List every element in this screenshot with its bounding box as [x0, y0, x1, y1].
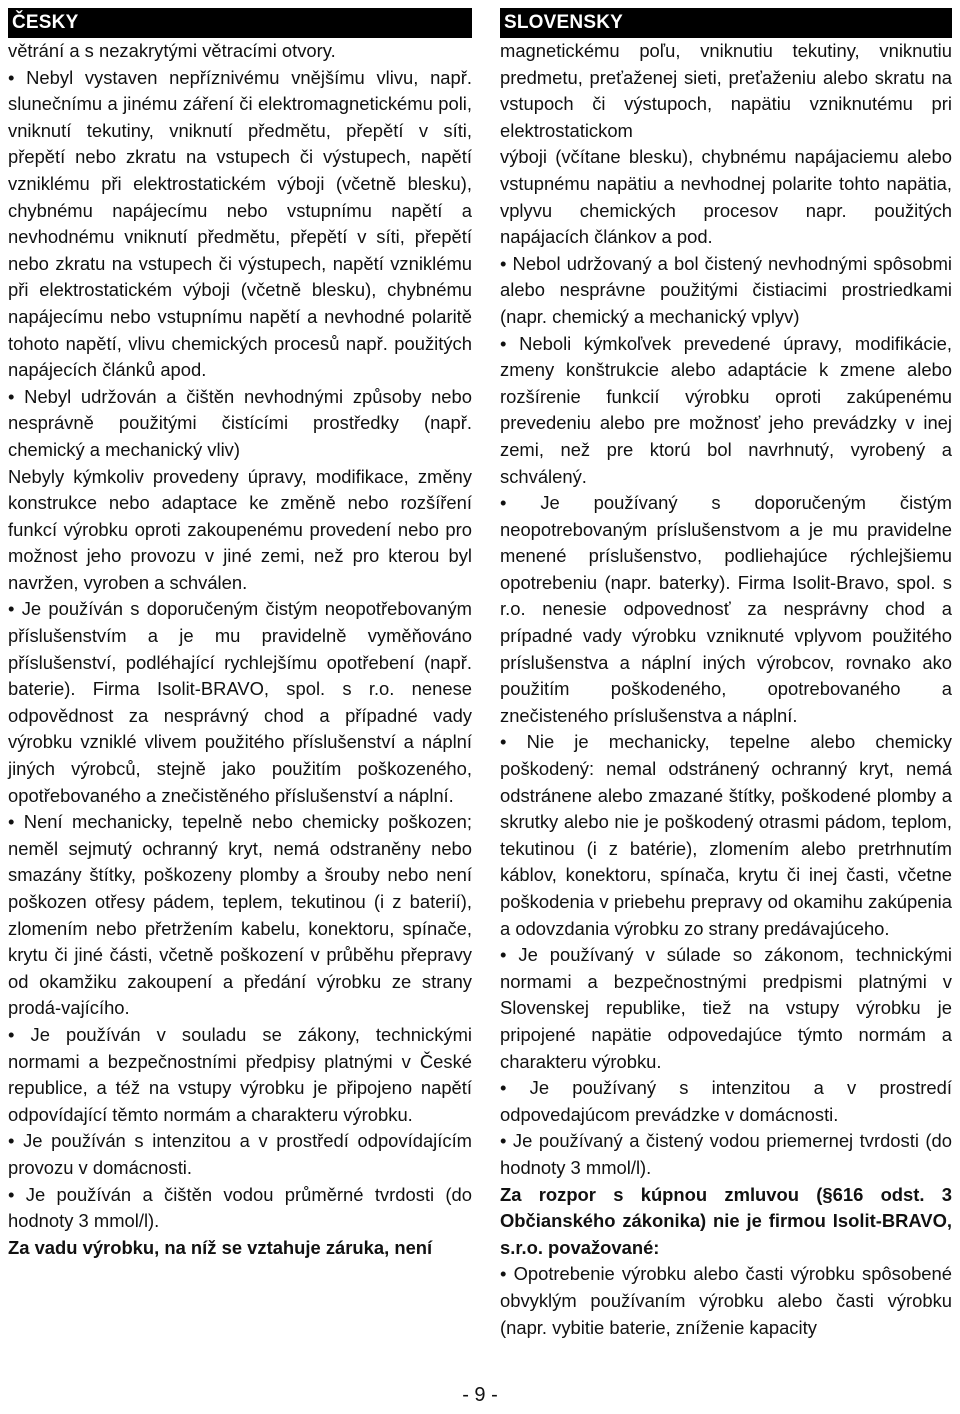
paragraph: větrání a s nezakrytými větracími otvory.: [8, 40, 336, 61]
paragraph: • Je používán v souladu se zákony, technickými normami a bezpečnostními předpisy platnými v České republice, a též na vstupy výrobku je připojeno napětí odpovídající těmto normám a charakteru výrobku.: [8, 1023, 472, 1125]
section-header-slovak: SLOVENSKY: [500, 8, 952, 38]
paragraph: • Nebol udržovaný a bol čistený nevhodnými spôsobmi alebo nesprávne použitými čistiacimi prostriedkami (napr. chemický a mechanický vplyv): [500, 252, 952, 327]
column-slovak: [500, 8, 952, 1341]
paragraph: • Je používán s doporučeným čistým neopotřebovaným příslušenstvím a je mu pravidelně vyměňováno příslušenství, podléhající rychlejšímu opotřebení (např. baterie). Firma Isolit-BRAVO, spol. s r.o. nenese odpovědnost za nesprávný chod a případné vady výrobku vzniklé vlivem použitého příslušenství a náplní jiných výrobců, stejně jako použitím poškozeného, opotřebovaného a znečistěného příslušenství a náplní.: [8, 598, 472, 806]
paragraph: • Je používán a čištěn vodou průměrné tvrdosti (do hodnoty 3 mmol/l).: [8, 1183, 472, 1232]
page-number: - 9 -: [462, 1384, 498, 1406]
paragraph: • Je používán s intenzitou a v prostředí odpovídajícím provozu v domácnosti.: [8, 1130, 472, 1178]
paragraph: • Nie je mechanicky, tepelne alebo chemicky poškodený: nemal odstránený ochranný kryt, nemá odstránene alebo zmazané štítky, poškodené plomby a skrutky alebo nie je poškodený otrasmi pádom, teplom, tekutinou (i z batérie), zlomením alebo pretrhnutím káblov, konektoru, spínača, krytu či inej časti, včetne poškodenia v priebehu prepravy od okamihu zakúpenia a odovzdania výrobku zo strany predávajúceho.: [500, 731, 952, 939]
column-czech: [8, 8, 472, 1261]
paragraph: • Opotrebenie výrobku alebo časti výrobku spôsobené obvyklým používaním výrobku alebo časti výrobku (napr. vybitie baterie, zníženie kapacity: [500, 1263, 952, 1338]
paragraph: • Není mechanicky, tepelně nebo chemicky poškozen; neměl sejmutý ochranný kryt, nemá odstraněny nebo smazány štítky, poškozeny plomby a šrouby nebo není poškozen otřesy pádem, teplem, tekutinou (i z baterií), zlomením nebo přetržením kabelu, konektoru, spínače, krytu či jiné části, včetně poškození v průběhu přepravy od okamžiku zakoupení a předání výrobku ze strany prodá-vajícího.: [8, 811, 472, 1019]
paragraph: Nebyly kýmkoliv provedeny úpravy, modifikace, změny konstrukce nebo adaptace ke změně nebo rozšíření funkcí výrobku oproti zakoupenému provedení nebo pro možnost jeho provozu v jiné zemi, než pro kterou byl navržen, vyroben a schválen.: [8, 465, 472, 593]
paragraph: • Je používaný s doporučeným čistým neopotrebovaným príslušenstvom a je mu pravidelne menené príslušenstvo, podliehajúce rýchlejšiemu opotrebeniu (napr. baterky). Firma Isolit-Bravo, spol. s r.o. nenesie odpovednosť za nesprávny chod a prípadné vady výrobku vzniknuté vplyvom použitého príslušenstva a náplní iných výrobcov, rovnako ako použitím poškodeného, opotrebovaného a znečisteného príslušenstva a náplní.: [500, 492, 952, 726]
paragraph: • Je používaný s intenzitou a v prostredí odpovedajúcom prevádzke v domácnosti.: [500, 1077, 952, 1125]
paragraph: Za vadu výrobku, na níž se vztahuje záruka, není: [8, 1236, 433, 1258]
paragraph: • Nebyl vystaven nepříznivému vnějšímu vlivu, např. slunečnímu a jinému záření či elektromagnetickému poli, vniknutí tekutiny, vniknutí předmětu, přepětí v síti, přepětí nebo zkratu na vstupech či výstupech, napětí vzniklému při elektrostatickém výboji (včetně blesku), chybnému napájecímu nebo vstupnímu napětí a nevhodnému vniknutí předmětu, přepětí v síti, přepětí nebo zkratu na vstupech či výstupech, napětí vzniklému při elektrostatickém výboji (včetně blesku), chybnému napájecímu nebo vstupnímu napětí a nevhodné polaritě tohoto napětí, vlivu chemických procesů např. použitých napájecích článků apod.: [8, 66, 472, 381]
paragraph: • Neboli kýmkoľvek prevedené úpravy, modifikácie, zmeny konštrukcie alebo adaptácie k zmene alebo rozšírenie funkcií výrobku oproti zakúpenému prevedeniu alebo pre možnosť jeho prevádzky v inej zemi, než pre ktorú bol navrhnutý, vyrobený a schválený.: [500, 332, 952, 487]
column-body-czech: [8, 38, 472, 1261]
paragraph: • Nebyl udržován a čištěn nevhodnými způsoby nebo nesprávně použitými čistícími prostředky (např. chemický a mechanický vliv): [8, 385, 472, 460]
paragraph: výboji (včítane blesku), chybnému napájaciemu alebo vstupnému napätiu a nevhodnej polarite tohto napätia, vplyvu chemických procesov napr. použitých napájacích článkov a pod.: [500, 146, 952, 248]
paragraph: magnetickému poľu, vniknutiu tekutiny, vniknutiu predmetu, preťaženej sieti, preťaženiu alebo skratu na vstupoch či výstupoch, napätiu vzniknutému pri elektrostatickom: [500, 40, 952, 141]
column-body-slovak: [500, 38, 952, 1341]
paragraph: Za rozpor s kúpnou zmluvou (§616 odst. 3 Občianského zákonika) nie je firmou Isolit-BRAVO, s.r.o. považované:: [500, 1183, 952, 1258]
paragraph: • Je používaný v súlade so zákonom, technickými normami a bezpečnostnými predpismi platnými v Slovenskej republike, tiež na vstupy výrobku je pripojené napätie odpovedajúce týmto normám a charakteru výrobku.: [500, 944, 952, 1072]
paragraph: • Je používaný a čistený vodou priemernej tvrdosti (do hodnoty 3 mmol/l).: [500, 1130, 952, 1178]
section-header-czech: ČESKY: [8, 8, 472, 38]
